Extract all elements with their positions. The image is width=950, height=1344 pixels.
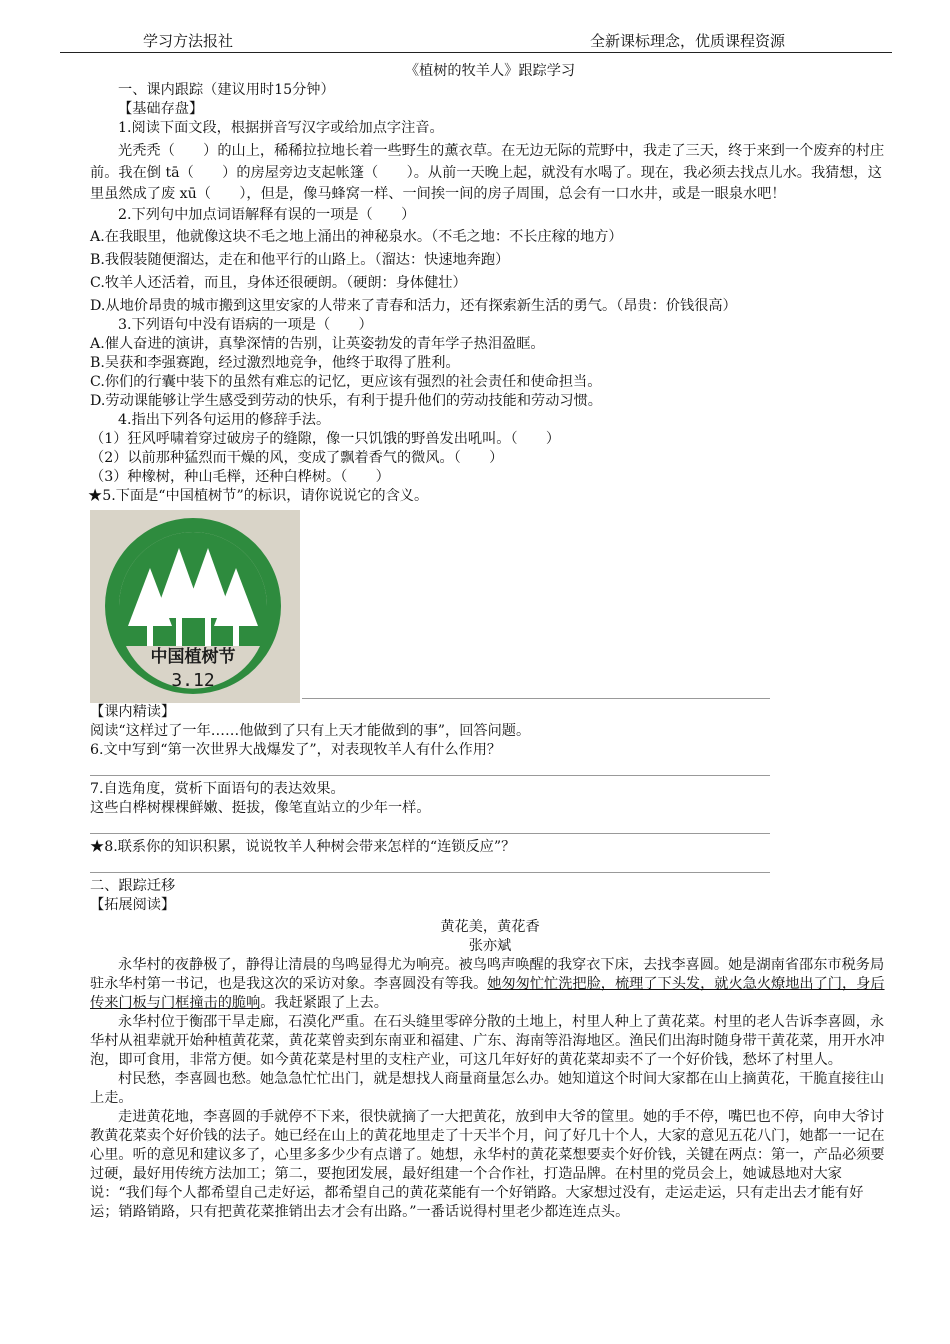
q6-answer-line[interactable] [90, 760, 890, 780]
worksheet [90, 62, 890, 1222]
header-publisher: 学习方法报社 [143, 32, 234, 50]
q4-item-3: （3）种橡树，种山毛榉，还种白桦树。（ ） [90, 468, 390, 485]
article-author: 张亦斌 [468, 937, 512, 954]
header-rule [60, 52, 892, 53]
q4-prompt: 4.指出下列各句运用的修辞手法。 [118, 411, 331, 428]
q3-option-b: B.吴获和李强赛跑，经过激烈地竞争，他终于取得了胜利。 [90, 354, 460, 371]
q2-option-b: B.我假装随便溜达，走在和他平行的山路上。（溜达：快速地奔跑） [90, 251, 510, 268]
q2-option-c: C.牧羊人还活着，而且，身体还很硬朗。（硬朗：身体健壮） [90, 274, 467, 291]
q1-passage: 光秃秃（ ）的山上，稀稀拉拉地长着一些野生的薰衣草。在无边无际的荒野中，我走了三天，终于来到一个废弃的村庄前。我在倒 tā（ ）的房屋旁边支起帐篷（ ）。从前一天晚上起，就没有水喝了。现在，我必须去找点儿水。我猜想，这里虽然成了废 xū（ ），但是，像马蜂窝一样、一间挨一间的房子周围，总会有一口水井，或是一眼泉水吧！ [90, 143, 885, 202]
q1-prompt: 1.阅读下面文段，根据拼音写汉字或给加点字注音。 [118, 120, 444, 136]
reading-intro: 阅读“这样过了一年……他做到了只有上天才能做到的事”，回答问题。 [90, 722, 531, 739]
article-paragraph-4: 走进黄花地，李喜圆的手就停不下来，很快就摘了一大把黄花，放到申大爷的筐里。她的手不停，嘴巴也不停，向申大爷讨教黄花菜卖个好价钱的法子。她已经在山上的黄花地里走了十天半个月，问了好几十个人，大家的意见五花八门，她都一一记在心里。听的意见和建议多了，心里多多少少有点谱了。她想，永华村的黄花菜想要卖个好价钱，关键在两点：第一，产品必须要过硬，最好用传统方法加工；第二，要抱团发展，最好组建一个合作社，打造品牌。在村里的党员会上，她诚恳地对大家说：“我们每个人都希望自己走好运，都希望自己的黄花菜能有一个好销路。大家想过没有，走运走运，只有走出去才能有好运；销路销路，只有把黄花菜推销出去才会有出路。”一番话说得村里老少都连连点头。 [90, 1108, 885, 1220]
q8-prompt: ★8.联系你的知识积累，说说牧羊人种树会带来怎样的“连锁反应”？ [90, 838, 516, 855]
q7-sentence: 这些白桦树棵棵鲜嫩、挺拔，像笔直站立的少年一样。 [90, 799, 431, 816]
q7-prompt: 7.自选角度，赏析下面语句的表达效果。 [90, 780, 345, 797]
p1-underlined-sentence: 她匆匆忙忙洗把脸，梳理了下头发，就火急火燎地出了门，身后传来门板与门框撞击的脆响 [90, 975, 885, 1011]
q4-item-2: （2）以前那种猛烈而干燥的风，变成了飘着香气的微风。（ ） [90, 449, 504, 466]
q4-item-1: （1）狂风呼啸着穿过破房子的缝隙，像一只饥饿的野兽发出吼叫。（ ） [90, 430, 561, 447]
p1-text-a: 永华村的夜静极了，静得让清晨的鸟鸣显得尤为响亮。被鸟鸣声唤醒的我穿衣下床，去找李喜圆。她是湖南省邵东市税务局驻永华村第一书记，也是我这次的采访对象。李喜圆没有等我。 [90, 956, 885, 992]
section1-heading: 一、课内跟踪（建议用时15分钟） [118, 82, 335, 98]
q3-prompt: 3.下列语句中没有语病的一项是（ ） [118, 316, 373, 333]
q2-option-a: A.在我眼里，他就像这块不毛之地上涌出的神秘泉水。（不毛之地：不长庄稼的地方） [90, 228, 623, 245]
q6-prompt: 6.文中写到“第一次世界大战爆发了”，对表现牧羊人有什么作用？ [90, 741, 502, 758]
article-paragraph-2: 永华村位于衡邵干旱走廊，石漠化严重。在石头缝里零碎分散的土地上，村里人种上了黄花菜。村里的老人告诉李喜圆，永华村从祖辈就开始种植黄花菜，黄花菜曾卖到东南亚和福建、广东、海南等沿海地区。渔民们出海时随身带干黄花菜，用开水冲泡，即可食用，非常方便。如今黄花菜是村里的支柱产业，可这几年好好的黄花菜却卖不了一个好价钱，愁坏了村里人。 [90, 1013, 885, 1068]
basic-heading: 【基础存盘】 [118, 101, 204, 117]
article-paragraph-1 [90, 956, 890, 1013]
q2-option-d: D.从地价昂贵的城市搬到这里安家的人带来了青春和活力，还有探索新生活的勇气。（昂贵：价钱很高） [90, 297, 737, 314]
arbor-day-logo [90, 510, 300, 703]
q2-prompt: 2.下列句中加点词语解释有误的一项是（ ） [118, 206, 416, 223]
q3-option-a: A.催人奋进的演讲，真挚深情的告别，让英姿勃发的青年学子热泪盈眶。 [90, 335, 545, 352]
q3-option-d: D.劳动课能够让学生感受到劳动的快乐，有利于提升他们的劳动技能和劳动习惯。 [90, 392, 602, 409]
article-paragraph-3: 村民愁，李喜圆也愁。她急急忙忙出门，就是想找人商量商量怎么办。她知道这个时间大家都在山上摘黄花，干脆直接往山上走。 [90, 1070, 885, 1106]
close-reading-heading: 【课内精读】 [90, 703, 176, 720]
arbor-day-logo-graphic [90, 510, 300, 703]
extension-heading: 【拓展阅读】 [90, 896, 176, 913]
p1-text-b: 。我赶紧跟了上去。 [260, 994, 388, 1011]
q5-answer-line[interactable] [302, 698, 770, 699]
logo-date: 3.12 [171, 669, 215, 691]
q8-answer-line[interactable] [90, 857, 890, 877]
q3-option-c: C.你们的行囊中装下的虽然有难忘的记忆，更应该有强烈的社会责任和使命担当。 [90, 373, 602, 390]
q5-prompt: ★5.下面是“中国植树节”的标识，请你说说它的含义。 [88, 487, 429, 504]
article-title: 黄花美，黄花香 [440, 918, 540, 935]
header-slogan: 全新课标理念，优质课程资源 [590, 32, 786, 50]
section2-heading: 二、跟踪迁移 [90, 877, 176, 894]
q7-answer-line[interactable] [90, 818, 890, 838]
logo-text: 中国植树节 [150, 646, 236, 666]
logo-row [90, 510, 890, 703]
page-title: 《植树的牧羊人》跟踪学习 [404, 63, 576, 79]
